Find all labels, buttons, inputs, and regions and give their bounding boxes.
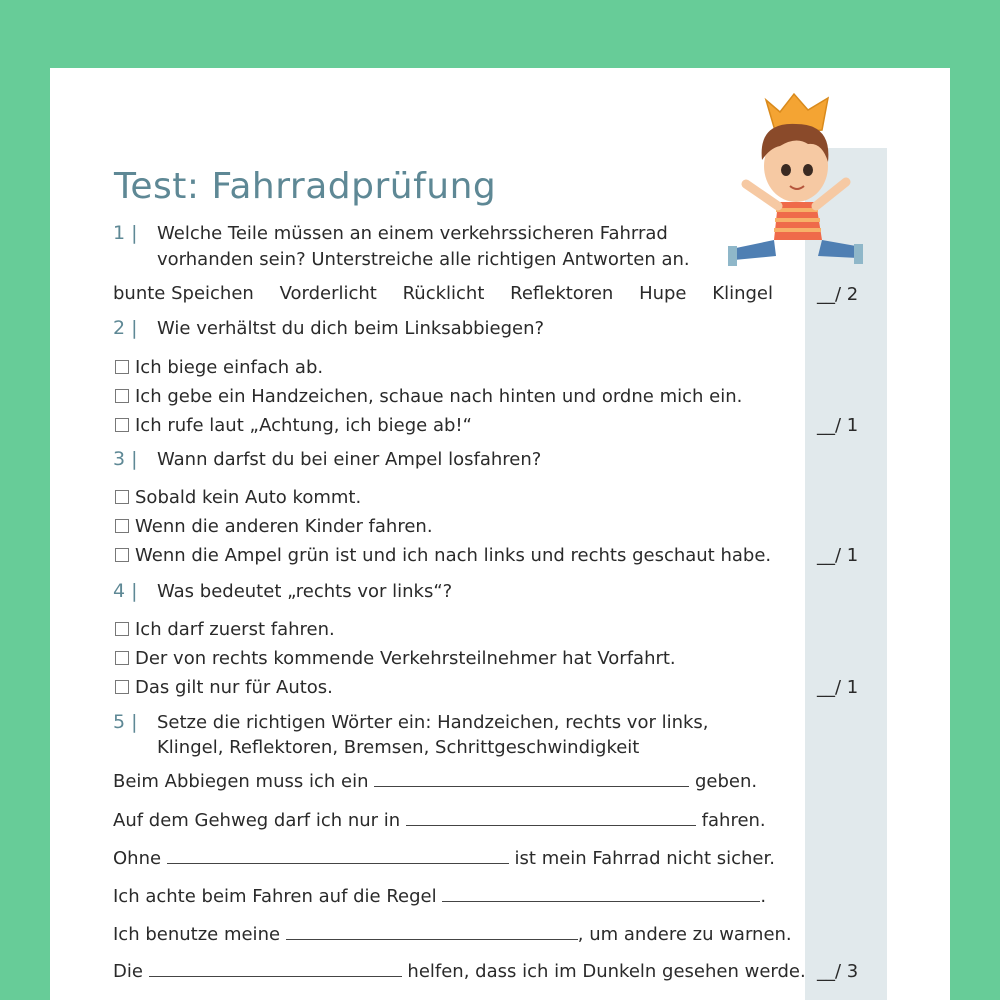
fill-in-sentence: Ich achte beim Fahren auf die Regel . [113, 886, 767, 907]
checkbox[interactable] [115, 418, 129, 432]
answer-word[interactable]: bunte Speichen [113, 283, 254, 304]
question-2-score[interactable]: __/ 1 [817, 415, 859, 436]
blank-line[interactable] [374, 772, 689, 787]
question-2-option[interactable]: Ich gebe ein Handzeichen, schaue nach hinten und ordne mich ein. [115, 386, 742, 407]
question-1-number: 1 | [113, 222, 138, 244]
fill-in-sentence: Ohne ist mein Fahrrad nicht sicher. [113, 848, 775, 869]
question-2-text: Wie verhältst du dich beim Linksabbiegen? [157, 318, 545, 339]
boy-with-crown-illustration [718, 78, 863, 268]
checkbox[interactable] [115, 680, 129, 694]
question-5-score[interactable]: __/ 3 [817, 961, 859, 982]
checkbox[interactable] [115, 548, 129, 562]
question-3-option[interactable]: Wenn die anderen Kinder fahren. [115, 516, 433, 537]
question-4-option[interactable]: Das gilt nur für Autos. [115, 677, 333, 698]
blank-line[interactable] [167, 849, 509, 864]
question-3-text: Wann darfst du bei einer Ampel losfahren? [157, 449, 542, 470]
question-4-number: 4 | [113, 580, 138, 602]
question-5-number: 5 | [113, 711, 138, 733]
question-5-text-line-2: Klingel, Reflektoren, Bremsen, Schrittgeschwindigkeit [157, 737, 640, 758]
question-5-text-line-1: Setze die richtigen Wörter ein: Handzeichen, rechts vor links, [157, 712, 709, 733]
fill-in-sentence: Auf dem Gehweg darf ich nur in fahren. [113, 810, 766, 831]
question-2-option[interactable]: Ich rufe laut „Achtung, ich biege ab!“ [115, 415, 472, 436]
question-1-score[interactable]: __/ 2 [817, 284, 859, 305]
checkbox[interactable] [115, 651, 129, 665]
question-1-word-list [113, 283, 773, 304]
checkbox[interactable] [115, 490, 129, 504]
checkbox[interactable] [115, 389, 129, 403]
answer-word[interactable]: Hupe [639, 283, 687, 304]
checkbox[interactable] [115, 519, 129, 533]
page-title: Test: Fahrradprüfung [114, 166, 497, 207]
question-4-score[interactable]: __/ 1 [817, 677, 859, 698]
fill-in-sentence: Beim Abbiegen muss ich ein geben. [113, 771, 758, 792]
checkbox[interactable] [115, 622, 129, 636]
answer-word[interactable]: Vorderlicht [279, 283, 377, 304]
question-4-option[interactable]: Ich darf zuerst fahren. [115, 619, 335, 640]
answer-word[interactable]: Reflektoren [510, 283, 614, 304]
question-3-score[interactable]: __/ 1 [817, 545, 859, 566]
checkbox[interactable] [115, 360, 129, 374]
question-2-option[interactable]: Ich biege einfach ab. [115, 357, 323, 378]
question-3-option[interactable]: Sobald kein Auto kommt. [115, 487, 361, 508]
question-1-text-line-2: vorhanden sein? Unterstreiche alle richtigen Antworten an. [157, 249, 690, 270]
fill-in-sentence: Ich benutze meine , um andere zu warnen. [113, 924, 792, 945]
answer-word[interactable]: Rücklicht [402, 283, 485, 304]
question-3-option[interactable]: Wenn die Ampel grün ist und ich nach links und rechts geschaut habe. [115, 545, 771, 566]
question-4-text: Was bedeutet „rechts vor links“? [157, 581, 453, 602]
question-3-number: 3 | [113, 448, 138, 470]
blank-line[interactable] [406, 811, 696, 826]
answer-word[interactable]: Klingel [712, 283, 773, 304]
blank-line[interactable] [286, 925, 578, 940]
blank-line[interactable] [442, 887, 760, 902]
question-1-text-line-1: Welche Teile müssen an einem verkehrssicheren Fahrrad [157, 223, 668, 244]
blank-line[interactable] [149, 962, 402, 977]
question-2-number: 2 | [113, 317, 138, 339]
question-4-option[interactable]: Der von rechts kommende Verkehrsteilnehmer hat Vorfahrt. [115, 648, 676, 669]
worksheet [50, 68, 950, 1000]
score-column [805, 148, 887, 1000]
fill-in-sentence: Die helfen, dass ich im Dunkeln gesehen werde. [113, 961, 806, 982]
